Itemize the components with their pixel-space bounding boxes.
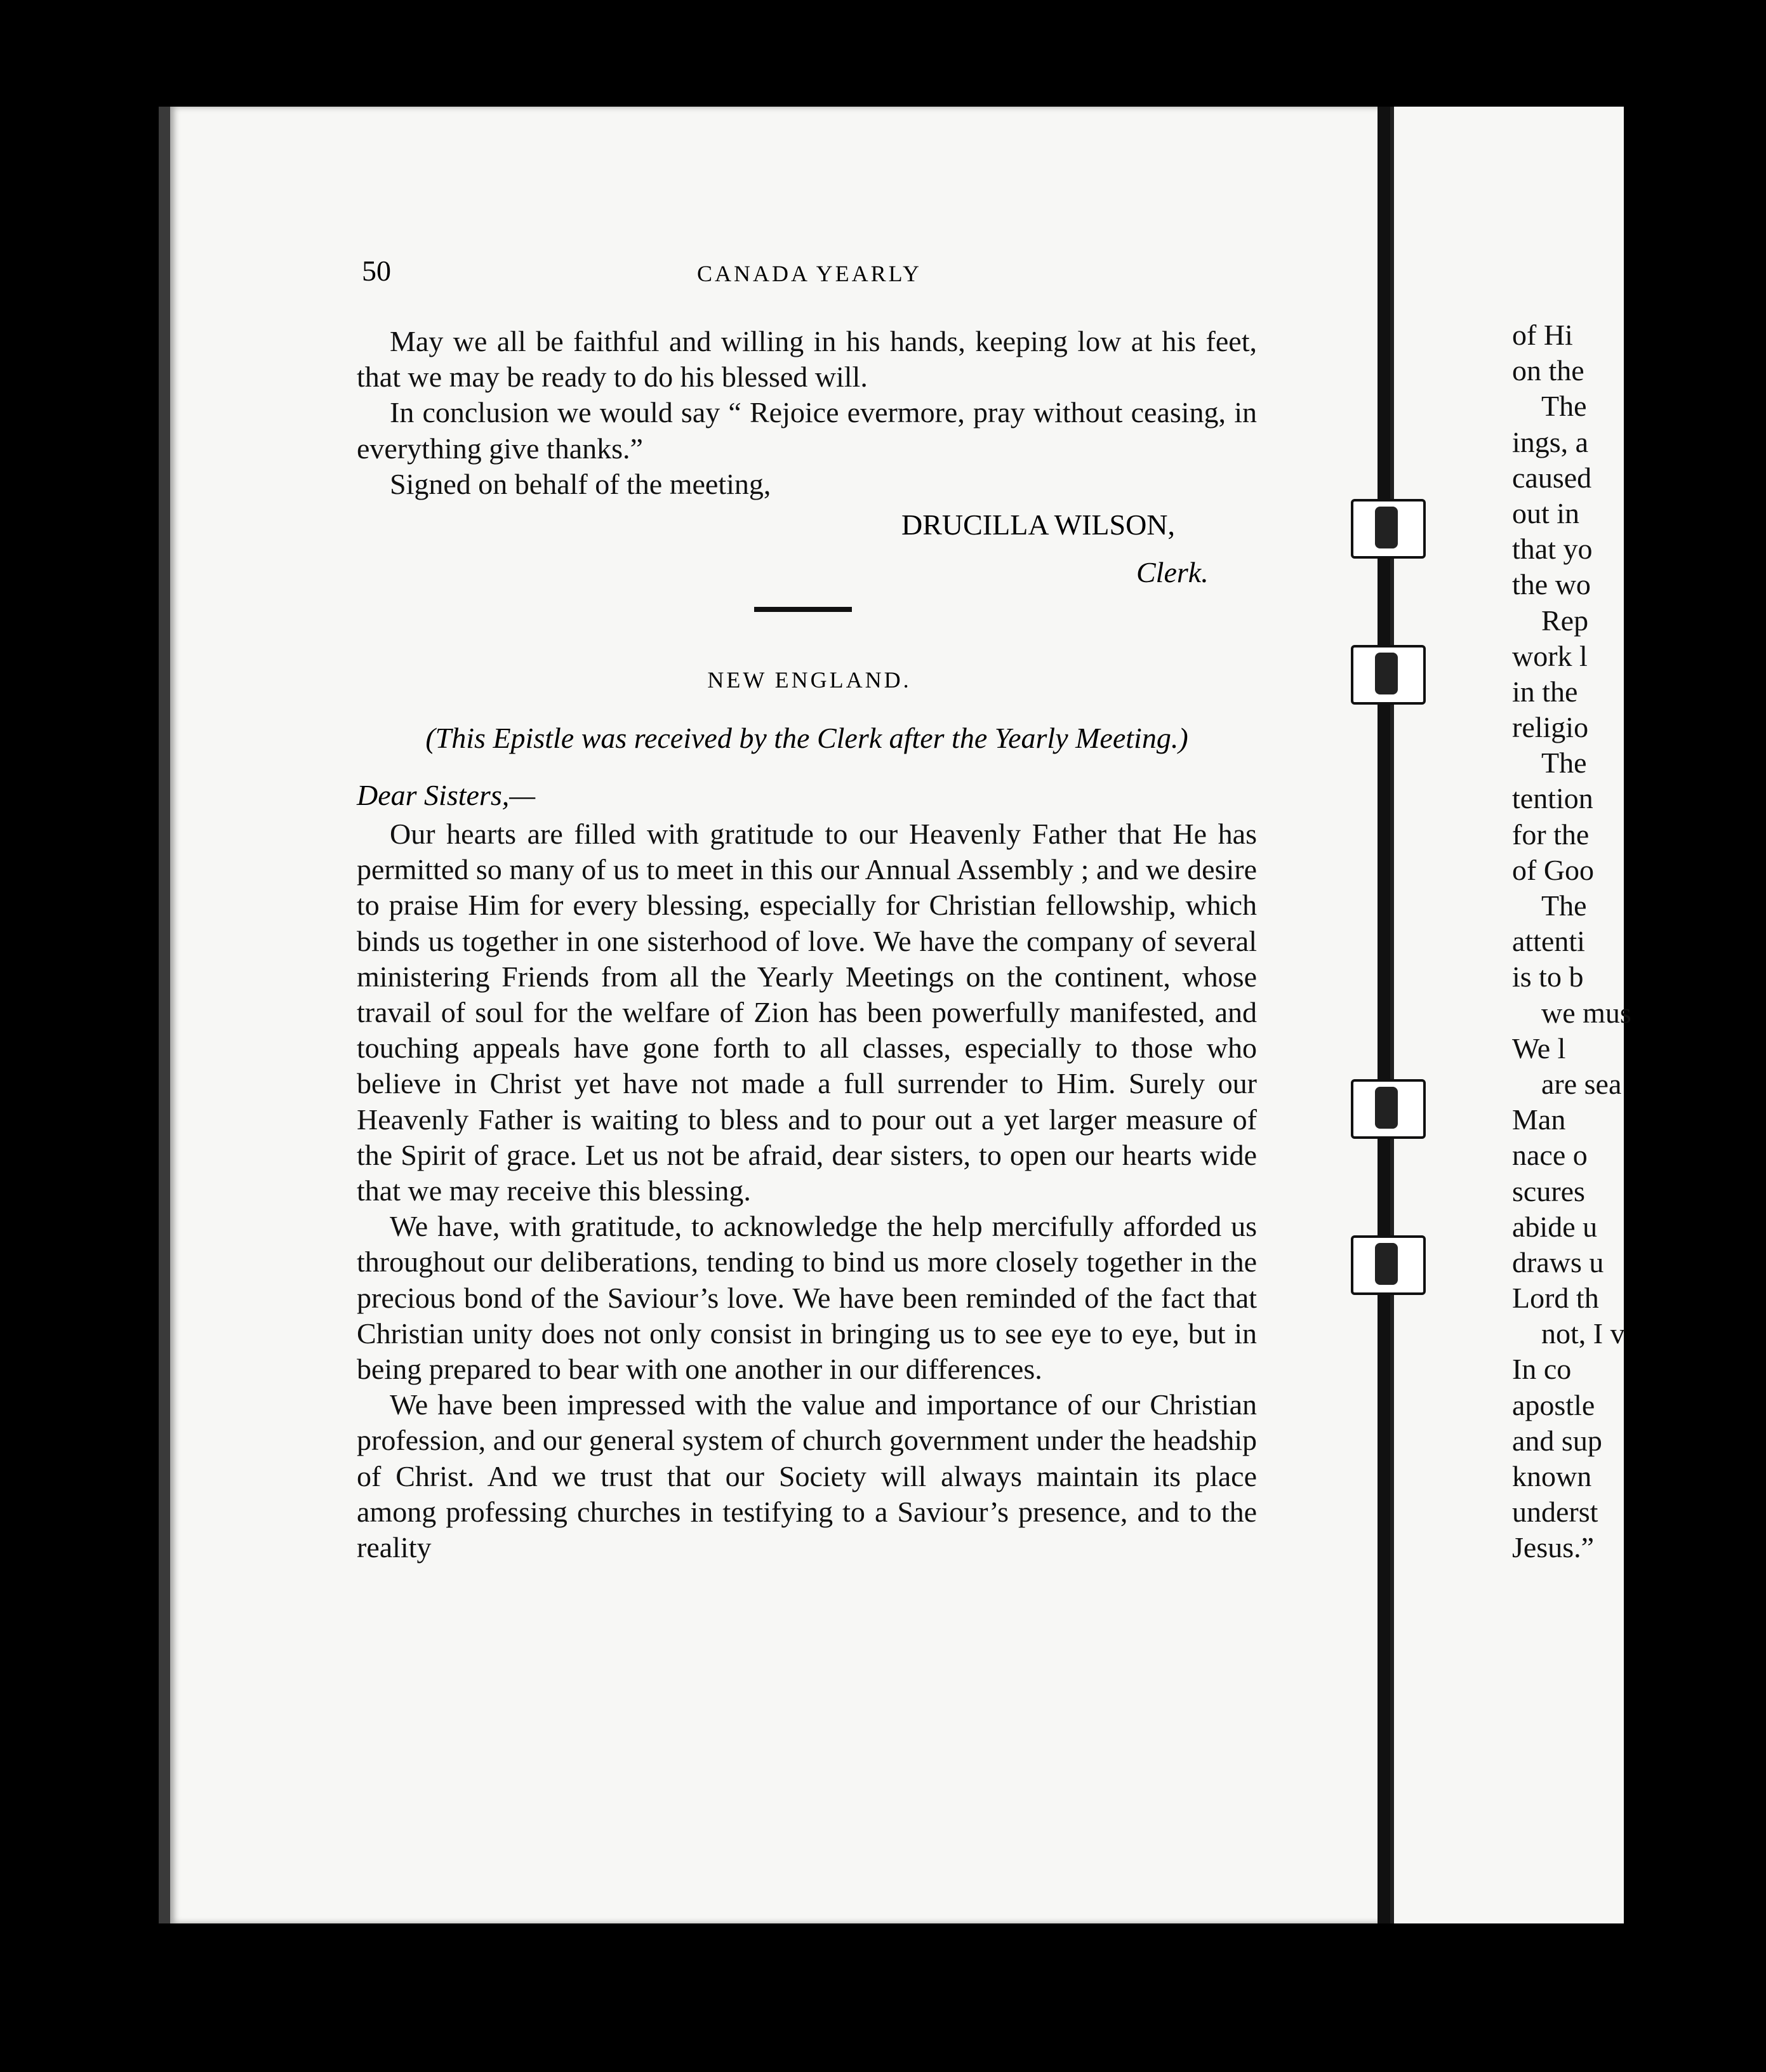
binding-clip [1351, 499, 1426, 559]
right-page-line: The [1541, 390, 1587, 423]
signature-title: Clerk. [1136, 556, 1209, 588]
right-page-line: Man [1512, 1103, 1566, 1136]
right-page-line: attenti [1512, 925, 1585, 958]
binding-clip [1351, 645, 1426, 705]
right-page-line: caused [1512, 461, 1592, 494]
right-page-line: and sup [1512, 1424, 1602, 1457]
section-title: NEW ENGLAND. [707, 667, 912, 693]
right-page-line: that yo [1512, 533, 1593, 566]
right-page-line: tention [1512, 782, 1593, 815]
right-page-line: we mus [1541, 996, 1631, 1029]
section-divider [754, 607, 852, 612]
right-page-line: are sea [1541, 1067, 1622, 1100]
right-page-line: of Hi [1512, 319, 1573, 351]
salutation: Dear Sisters,— [357, 779, 536, 811]
right-page-line: for the [1512, 818, 1590, 851]
paragraph: We have been impressed with the value and importance of our Christian profession, and our general system of church government under the headship of Christ. And we trust that our Society will always maintain its place among professing churches in testifying to a Saviour’s presence, and to the reality [357, 1388, 1257, 1564]
right-page-line: Jesus.” [1512, 1531, 1595, 1564]
right-page-line: nace o [1512, 1139, 1588, 1172]
right-page-line: In co [1512, 1353, 1572, 1386]
right-page-line: work l [1512, 639, 1588, 672]
binding-clip [1351, 1079, 1426, 1139]
paragraph: May we all be faithful and willing in his hands, keeping low at his feet, that we may be ready to do his blessed will. [357, 325, 1257, 394]
right-page-line: apostle [1512, 1388, 1595, 1421]
right-page-text [1512, 317, 1766, 1566]
right-page-line: of Goo [1512, 853, 1595, 886]
book-gutter [1378, 107, 1390, 1923]
right-page-line: out in [1512, 496, 1580, 529]
right-page-line: abide u [1512, 1210, 1598, 1243]
right-page-line: underst [1512, 1496, 1598, 1529]
epistle-note: (This Epistle was received by the Clerk after the Yearly Meeting.) [425, 722, 1188, 754]
right-page-line: scures [1512, 1174, 1585, 1207]
right-page-line: is to b [1512, 960, 1584, 993]
paragraph: Signed on behalf of the meeting, [390, 467, 771, 500]
right-page-line: known [1512, 1460, 1592, 1492]
paragraph: Our hearts are filled with gratitude to our Heavenly Father that He has permitted so many of us to meet in this our Annual Assembly ; and we desire to praise Him for every blessing, especially for Christian fellowship, which binds us together in one sisterhood of love. We have the company of several ministering Friends from all the Yearly Meetings on the continent, whose travail of soul for the welfare of Zion has been powerfully manifested, and touching appeals have gone forth to all classes, especially to those who believe in Christ yet have not made a full surrender to Him. Surely our Heavenly Father is waiting to bless and to pour out a yet larger measure of the Spirit of grace. Let us not be afraid, dear sisters, to open our hearts wide that we may receive this blessing. [357, 818, 1257, 1207]
paragraph: We have, with gratitude, to acknowledge the help mercifully afforded us throughout our deliberations, tending to bind us more closely together in the precious bond of the Saviour’s love. We have been reminded of the fact that Christian unity does not only consist in bringing us to see eye to eye, but in being prepared to bear with one another in our differences. [357, 1210, 1257, 1386]
paragraph: In conclusion we would say “ Rejoice evermore, pray without ceasing, in everything give thanks.” [357, 396, 1257, 465]
right-page-line: ings, a [1512, 425, 1589, 458]
binding-clip [1351, 1235, 1426, 1295]
right-page-line: The [1541, 747, 1587, 780]
right-page-line: on the [1512, 354, 1584, 387]
closing-paragraphs [357, 324, 1257, 502]
right-page-line: The [1541, 889, 1587, 922]
right-page-line: religio [1512, 711, 1589, 744]
signature-name: DRUCILLA WILSON, [901, 508, 1176, 541]
running-head: CANADA YEARLY [696, 261, 922, 286]
right-page-line: Lord th [1512, 1282, 1599, 1315]
page-number: 50 [362, 255, 391, 287]
right-page-line: not, I v [1541, 1317, 1625, 1350]
right-page-line: in the [1512, 675, 1578, 708]
right-page-line: the wo [1512, 568, 1591, 601]
page-header [362, 253, 1257, 291]
epistle-body [357, 816, 1257, 1565]
right-page-line: We l [1512, 1032, 1566, 1065]
right-page-line: draws u [1512, 1245, 1604, 1278]
right-page-line: Rep [1541, 604, 1589, 637]
